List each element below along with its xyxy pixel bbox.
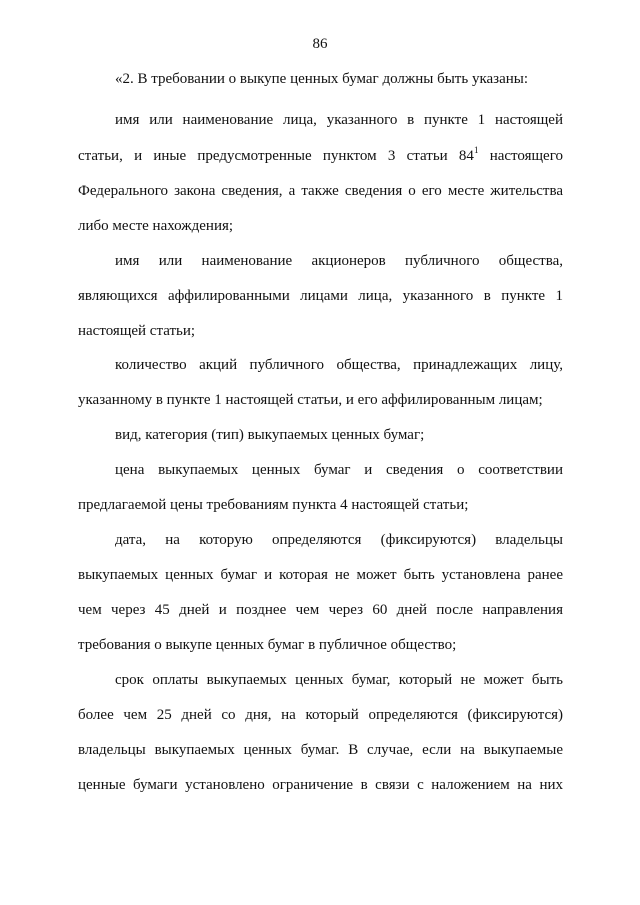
text-line: чем через 45 дней и позднее чем через 60 дней после направления bbox=[78, 602, 563, 618]
text-fragment: настоящего bbox=[489, 148, 563, 164]
text-line: являющихся аффилированными лицами лица, указанного в пункте 1 bbox=[78, 288, 563, 304]
text-line: требования о выкупе ценных бумаг в публичное общество; bbox=[78, 637, 457, 653]
text-line: дата, на которую определяются (фиксируются) владельцы bbox=[115, 532, 563, 548]
text-line: имя или наименование акционеров публичного общества, bbox=[115, 253, 563, 269]
text-line: указанному в пункте 1 настоящей статьи, и его аффилированным лицам; bbox=[78, 392, 543, 408]
superscript: 1 bbox=[473, 145, 479, 155]
text-line: Федерального закона сведения, а также сведения о его месте жительства bbox=[78, 183, 563, 199]
text-line: цена выкупаемых ценных бумаг и сведения о соответствии bbox=[115, 462, 563, 478]
text-line: либо месте нахождения; bbox=[78, 218, 234, 234]
text-line: предлагаемой цены требованиям пункта 4 настоящей статьи; bbox=[78, 497, 469, 513]
text-line: владельцы выкупаемых ценных бумаг. В случае, если на выкупаемые bbox=[78, 742, 563, 758]
text-line: более чем 25 дней со дня, на который определяются (фиксируются) bbox=[78, 707, 563, 723]
text-line-with-superscript bbox=[78, 147, 563, 165]
text-line: ценные бумаги установлено ограничение в связи с наложением на них bbox=[78, 777, 563, 793]
text-fragment: статьи, и иные предусмотренные пунктом 3 статьи 84 bbox=[78, 148, 474, 164]
text-line: вид, категория (тип) выкупаемых ценных бумаг; bbox=[115, 427, 425, 443]
text-line: имя или наименование лица, указанного в пункте 1 настоящей bbox=[115, 112, 563, 128]
text-line: выкупаемых ценных бумаг и которая не может быть установлена ранее bbox=[78, 567, 563, 583]
page-number: 86 bbox=[312, 36, 328, 52]
text-line: «2. В требовании о выкупе ценных бумаг должны быть указаны: bbox=[115, 71, 529, 87]
text-line: количество акций публичного общества, принадлежащих лицу, bbox=[115, 357, 563, 373]
text-line: срок оплаты выкупаемых ценных бумаг, который не может быть bbox=[115, 672, 563, 688]
text-line: настоящей статьи; bbox=[78, 323, 196, 339]
